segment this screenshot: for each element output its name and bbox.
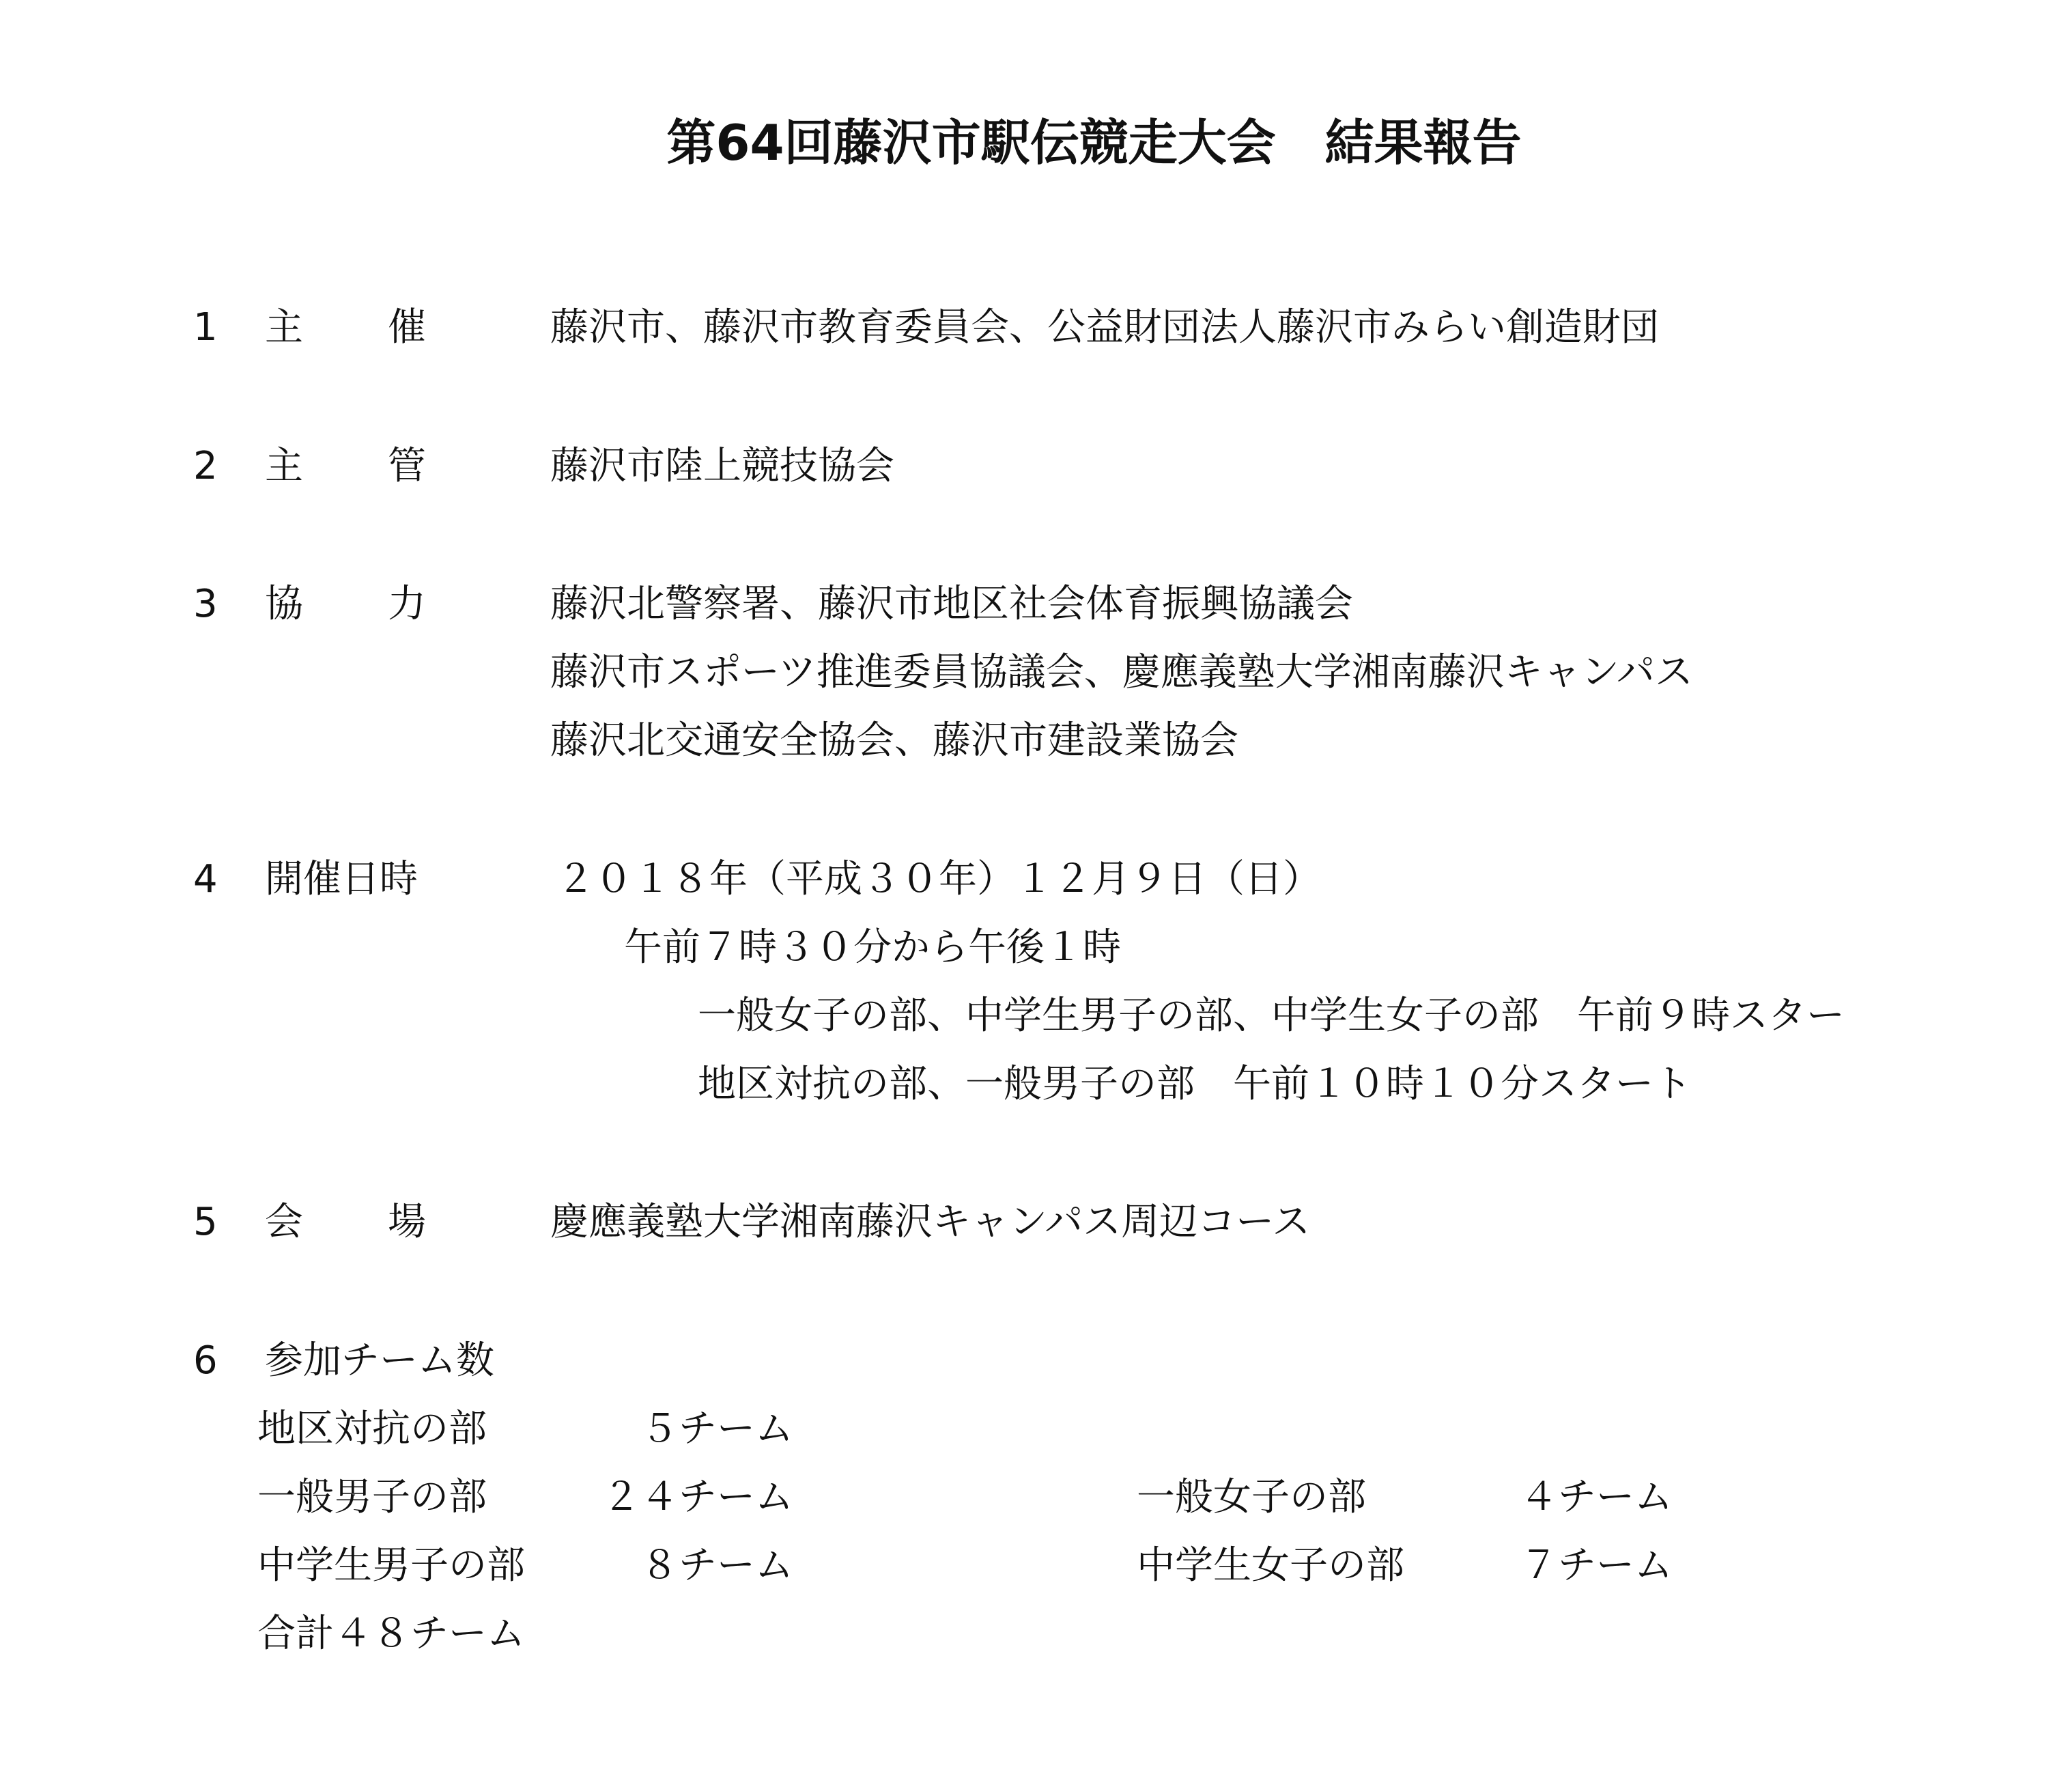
section-label: 催 bbox=[388, 305, 426, 350]
section-label: 参加チーム数 bbox=[265, 1338, 494, 1383]
section-value: 藤沢北交通安全協会、藤沢市建設業協会 bbox=[550, 718, 1238, 763]
team-category: 中学生女子の部 bbox=[1137, 1543, 1404, 1588]
team-category: 中学生男子の部 bbox=[257, 1543, 525, 1588]
page-title: 第64回藤沢市駅伝競走大会 結果報告 bbox=[666, 114, 1522, 171]
start-time-line: 一般女子の部、中学生男子の部、中学生女子の部 午前９時スター bbox=[698, 994, 1845, 1038]
event-date: ２０１８年（平成３０年）１２月９日（日） bbox=[556, 857, 1321, 901]
team-count: ４チーム bbox=[1520, 1475, 1673, 1519]
team-count: ８チーム bbox=[640, 1543, 793, 1588]
section-label: 会 bbox=[265, 1200, 303, 1244]
section-number: 2 bbox=[193, 444, 218, 488]
section-number: 3 bbox=[193, 582, 218, 626]
section-label: 管 bbox=[388, 444, 426, 488]
section-label: 力 bbox=[388, 582, 426, 626]
section-label: 開催日時 bbox=[265, 857, 418, 901]
section-label: 協 bbox=[265, 582, 303, 626]
section-value: 藤沢北警察署、藤沢市地区社会体育振興協議会 bbox=[550, 582, 1353, 626]
section-label: 場 bbox=[388, 1200, 426, 1244]
section-label: 主 bbox=[265, 305, 303, 350]
team-count: ５チーム bbox=[640, 1407, 793, 1451]
team-category: 地区対抗の部 bbox=[257, 1407, 487, 1451]
event-time: 午前７時３０分から午後１時 bbox=[624, 925, 1121, 970]
team-category: 一般女子の部 bbox=[1137, 1475, 1366, 1519]
team-total: 合計４８チーム bbox=[257, 1612, 525, 1656]
team-count: ２４チーム bbox=[602, 1475, 793, 1519]
team-count: ７チーム bbox=[1520, 1543, 1673, 1588]
section-label: 主 bbox=[265, 444, 303, 488]
section-value: 藤沢市、藤沢市教育委員会、公益財団法人藤沢市みらい創造財団 bbox=[550, 305, 1659, 350]
section-value: 慶應義塾大学湘南藤沢キャンパス周辺コース bbox=[550, 1200, 1311, 1244]
start-time-line: 地区対抗の部、一般男子の部 午前１０時１０分スタート bbox=[698, 1062, 1692, 1106]
section-value: 藤沢市スポーツ推進委員協議会、慶應義塾大学湘南藤沢キャンパス bbox=[550, 650, 1693, 694]
section-number: 5 bbox=[193, 1200, 218, 1244]
section-number: 6 bbox=[193, 1338, 218, 1383]
section-value: 藤沢市陸上競技協会 bbox=[550, 444, 894, 488]
section-number: 1 bbox=[193, 305, 218, 350]
section-number: 4 bbox=[193, 857, 218, 901]
team-category: 一般男子の部 bbox=[257, 1475, 487, 1519]
